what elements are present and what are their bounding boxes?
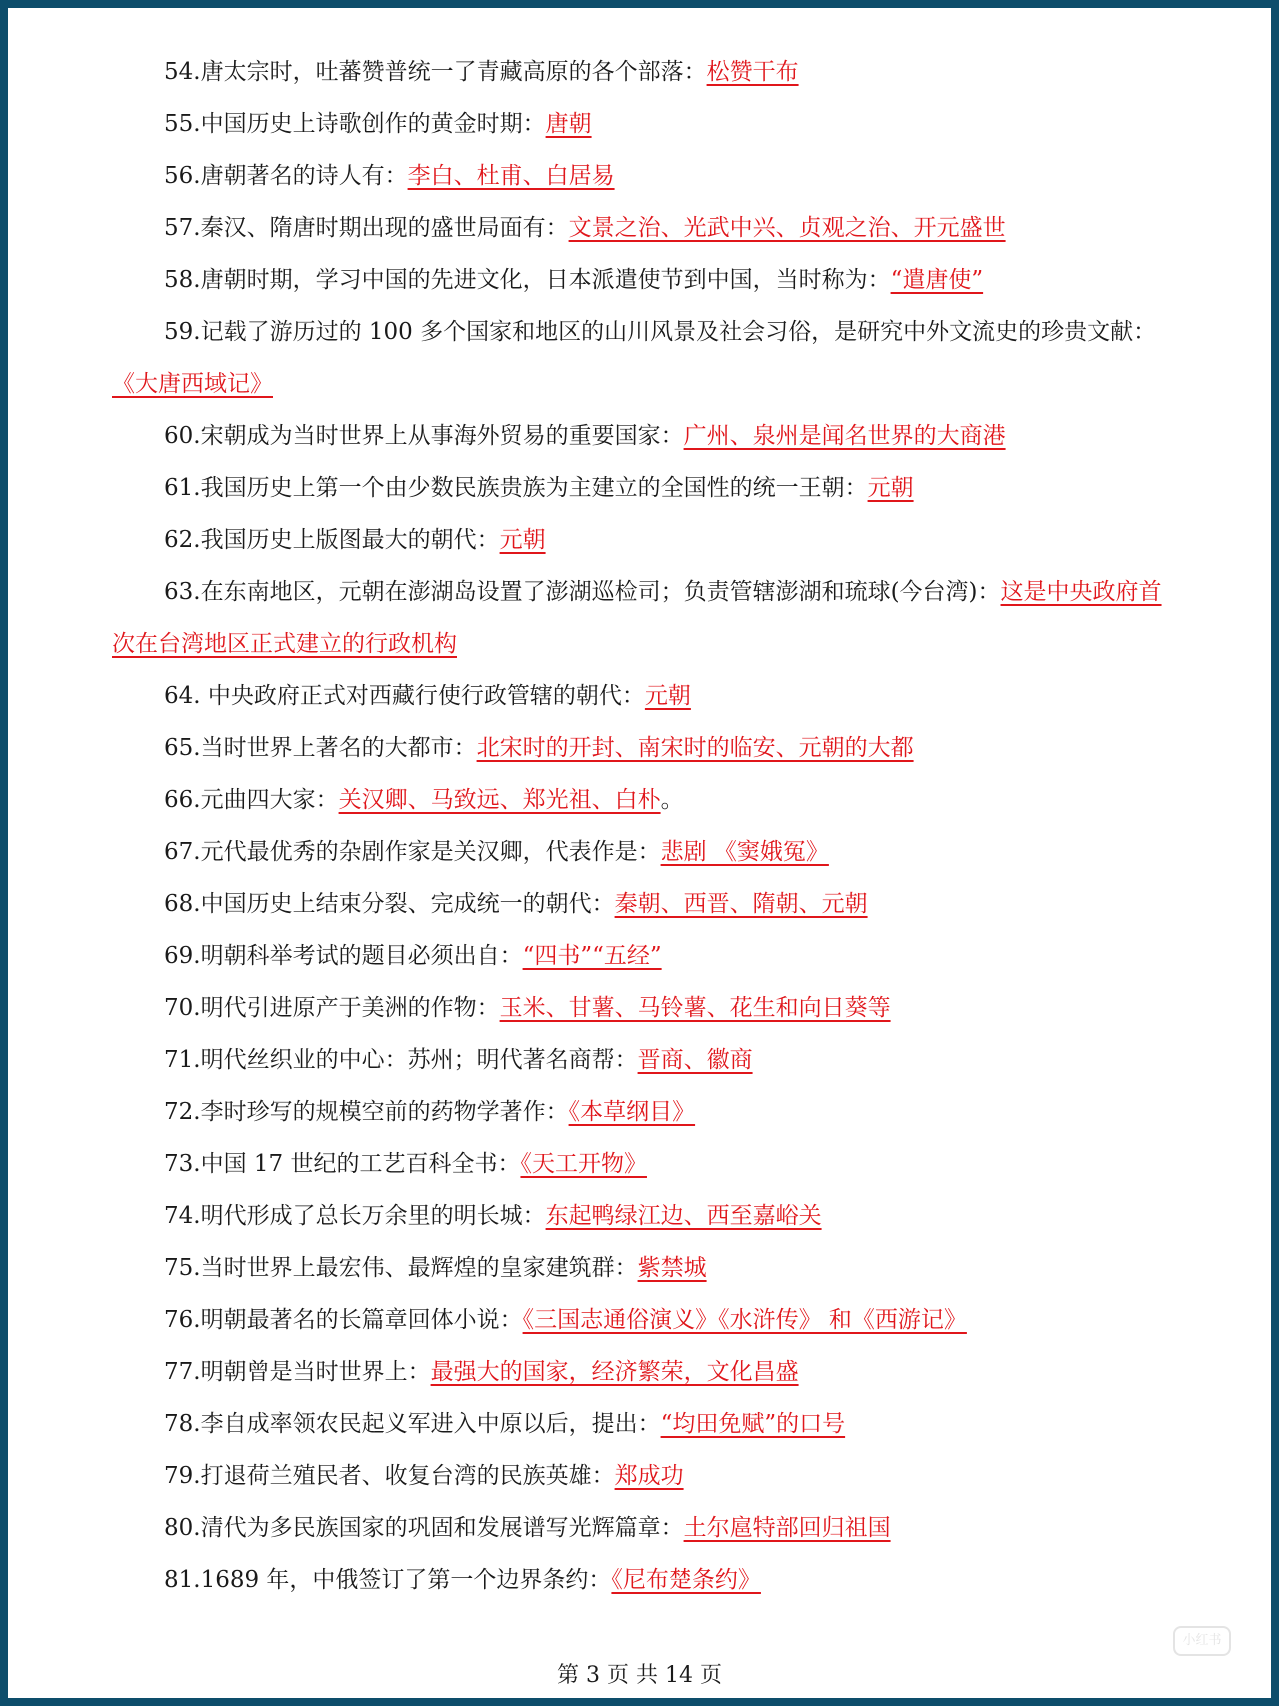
question-text: 65.当时世界上著名的大都市： [164,735,477,761]
answer-text: 土尔扈特部回归祖国 [683,1515,891,1541]
list-item [8,1450,1271,1502]
question-text: 62.我国历史上版图最大的朝代： [164,527,500,553]
question-text: 67.元代最优秀的杂剧作家是关汉卿，代表作是： [164,839,661,865]
question-text: 72.李时珍写的规模空前的药物学著作： [164,1099,569,1125]
answer-text: 郑成功 [614,1463,684,1489]
answer-text: 最强大的国家，经济繁荣，文化昌盛 [430,1359,799,1385]
question-text: 64. 中央政府正式对西藏行使行政管辖的朝代： [164,683,645,709]
answer-text: 《尼布楚条约》 [611,1567,761,1593]
list-item [8,1138,1271,1190]
answer-tail: 。 [660,787,684,813]
list-item [8,1086,1271,1138]
question-text: 54.唐太宗时，吐蕃赞普统一了青藏高原的各个部落： [164,59,707,85]
answer-text: “均田免赋”的口号 [660,1411,846,1437]
question-text: 55.中国历史上诗歌创作的黄金时期： [164,111,546,137]
answer-text: 松赞干布 [706,59,799,85]
answer-text: 《本草纲目》 [568,1099,696,1125]
answer-text: 东起鸭绿江边、西至嘉峪关 [545,1203,822,1229]
answer-text: 元朝 [867,475,914,501]
answer-text: 元朝 [499,527,546,553]
list-item [8,878,1271,930]
answer-text: “遣唐使” [890,267,984,293]
list-item [8,982,1271,1034]
answer-text: “四书”“五经” [522,943,662,969]
question-text: 75.当时世界上最宏伟、最辉煌的皇家建筑群： [164,1255,638,1281]
question-list [8,46,1271,1606]
answer-text: 唐朝 [545,111,592,137]
answer-text: 玉米、甘薯、马铃薯、花生和向日葵等 [499,995,891,1021]
document-page [8,8,1271,1698]
question-text: 57.秦汉、隋唐时期出现的盛世局面有： [164,215,569,241]
answer-text: 广州、泉州是闻名世界的大商港 [683,423,1006,449]
page-footer: 第 3 页 共 14 页 [557,1663,722,1688]
list-item [8,410,1271,462]
list-item [8,98,1271,150]
question-text: 60.宋朝成为当时世界上从事海外贸易的重要国家： [164,423,684,449]
list-item [8,1346,1271,1398]
question-text: 68.中国历史上结束分裂、完成统一的朝代： [164,891,615,917]
list-item [8,46,1271,98]
list-item [8,306,1271,410]
question-text: 79.打退荷兰殖民者、收复台湾的民族英雄： [164,1463,615,1489]
list-item [8,1294,1271,1346]
list-item [8,514,1271,566]
answer-text: 文景之治、光武中兴、贞观之治、开元盛世 [568,215,1006,241]
answer-text: 李白、杜甫、白居易 [407,163,615,189]
list-item [8,722,1271,774]
answer-text: 关汉卿、马致远、郑光祖、白朴 [338,787,661,813]
question-text: 74.明代形成了总长万余里的明长城： [164,1203,546,1229]
list-item [8,774,1271,826]
answer-text: 紫禁城 [637,1255,707,1281]
list-item [8,1398,1271,1450]
list-item [8,202,1271,254]
answer-text: 这是中央政府首次在台湾地区正式建立的行政机构 [112,579,1162,657]
question-text: 76.明朝最著名的长篇章回体小说： [164,1307,523,1333]
question-text: 73.中国 17 世纪的工艺百科全书： [164,1151,521,1177]
question-text: 80.清代为多民族国家的巩固和发展谱写光辉篇章： [164,1515,684,1541]
question-text: 66.元曲四大家： [164,787,339,813]
question-text: 61.我国历史上第一个由少数民族贵族为主建立的全国性的统一王朝： [164,475,868,501]
question-text: 77.明朝曾是当时世界上： [164,1359,431,1385]
list-item [8,1034,1271,1086]
list-item [8,254,1271,306]
list-item [8,930,1271,982]
answer-text: 北宋时的开封、南宋时的临安、元朝的大都 [476,735,914,761]
question-text: 70.明代引进原产于美洲的作物： [164,995,500,1021]
list-item [8,670,1271,722]
list-item [8,1502,1271,1554]
question-text: 78.李自成率领农民起义军进入中原以后，提出： [164,1411,661,1437]
answer-text: 秦朝、西晋、隋朝、元朝 [614,891,868,917]
list-item [8,566,1271,670]
watermark-logo: 小红书 [1173,1626,1231,1656]
question-text: 69.明朝科举考试的题目必须出自： [164,943,523,969]
answer-text: 《天工开物》 [520,1151,647,1177]
question-text: 59.记载了游历过的 100 多个国家和地区的山川风景及社会习俗，是研究中外文流史的珍贵文献： [164,319,1157,345]
list-item [8,826,1271,878]
list-item [8,1242,1271,1294]
question-text: 81.1689 年，中俄签订了第一个边界条约： [164,1567,612,1593]
answer-text: 《三国志通俗演义》《水浒传》 和《西游记》 [522,1307,967,1333]
list-item [8,150,1271,202]
question-text: 56.唐朝著名的诗人有： [164,163,408,189]
list-item [8,1554,1271,1606]
answer-text: 元朝 [644,683,691,709]
answer-text: 晋商、徽商 [637,1047,753,1073]
question-text: 71.明代丝织业的中心：苏州；明代著名商帮： [164,1047,638,1073]
list-item [8,462,1271,514]
answer-text: 《大唐西域记》 [112,371,273,397]
answer-text: 悲剧 《窦娥冤》 [660,839,829,865]
question-text: 58.唐朝时期，学习中国的先进文化，日本派遣使节到中国，当时称为： [164,267,891,293]
list-item [8,1190,1271,1242]
question-text: 63.在东南地区，元朝在澎湖岛设置了澎湖巡检司；负责管辖澎湖和琉球(今台湾)： [164,579,1001,605]
